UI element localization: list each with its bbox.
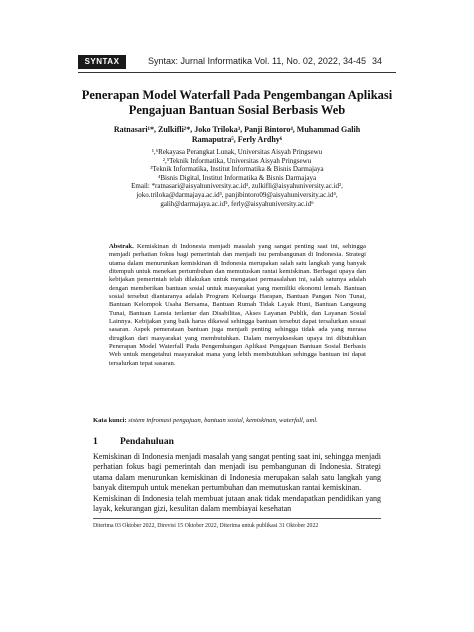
journal-logo: SYNTAX: [78, 55, 126, 69]
authors-line: Ramaputra⁵, Ferly Ardhy⁶: [191, 135, 283, 144]
title-line: Pengajuan Bantuan Sosial Berbasis Web: [128, 103, 346, 117]
abstract: [109, 243, 366, 368]
header-rule: [78, 72, 396, 73]
paper-title: [78, 88, 396, 118]
footnote-rule: [93, 518, 381, 519]
abstract-label: Abstrak.: [109, 243, 134, 250]
body-paragraph: Kemiskinan di Indonesia telah membuat jutaan anak tidak mendapatkan pendidikan yang layak, kekurangan gizi, kesulitan dalam membiayai kesehatan: [93, 494, 381, 514]
body-paragraph: Kemiskinan di Indonesia menjadi masalah yang sangat penting saat ini, sehingga menjadi perhatian fokus bagi pemerintah dan menjadi isu pembangunan di Indonesia. Strategi utama dalam menurunkan kemiskinan di Indonesia merupakan salah satu langkah yang banyak ditempuh untuk menekan pertumbuhan dan memutuskan rantai kemiskinan.: [93, 452, 381, 492]
author-list: [78, 125, 396, 145]
affiliation-line: ³Teknik Informatika, Institut Informatika & Bisnis Darmajaya: [150, 165, 324, 174]
title-line: Penerapan Model Waterfall Pada Pengembangan Aplikasi: [81, 88, 393, 102]
email-line: galih@darmajaya.ac.id⁵, ferly@aisyahuniversity.ac.id⁶: [160, 199, 314, 208]
journal-citation: Syntax: Jurnal Informatika Vol. 11, No. 02, 2022, 34-45: [148, 56, 366, 66]
email-line: joko.triloka@darmajaya.ac.id³, panjibintoro09@aisyahuniversity.ac.id⁴,: [136, 190, 338, 199]
section-heading: [93, 437, 174, 447]
keywords-text: sistem infromasi pengajuan, bantuan sosial, kemiskinan, waterfall, uml.: [128, 417, 318, 424]
section-number: 1: [93, 437, 98, 447]
keywords: [93, 417, 393, 425]
affiliation-line: ⁴Bisnis Digital, Institut Informatika & Bisnis Darmajaya: [157, 173, 317, 182]
email-line: Email: *ratnasari@aisyahuniversity.ac.id¹, zulkifli@aisyahuniversity.ac.id²,: [131, 182, 343, 191]
section-title: Pendahuluan: [120, 437, 174, 447]
authors-line: Ratnasari¹*, Zulkifli²*, Joko Triloka³, Panji Bintoro⁴, Muhammad Galih: [113, 125, 361, 134]
affiliation-line: ¹,⁶Rekayasa Perangkat Lunak, Universitas Aisyah Pringsewu: [151, 148, 323, 156]
affiliation-line: ²,⁵Teknik Informatika, Universitas Aisyah Pringsewu: [162, 156, 312, 165]
footnote: Diterima 03 Oktober 2022, Direvisi 15 Oktober 2022, Diterima untuk publikasi 31 Oktober 2022: [93, 523, 319, 529]
affiliations: [78, 148, 396, 208]
abstract-text: Kemiskinan di Indonesia menjadi masalah yang sangat penting saat ini, sehingga menjadi perhatian fokus bagi pemerintah dan menjadi isu pembangunan di Indonesia. Strategi utama dalam menurunkan kemiskinan di Indonesia merupakan salah satu langkah yang banyak ditempuh untuk menekan pertumbuhan dan memutuskan rantai kemiskinan. Berbagai upaya dan kebijakan pemerintah telah dilakukan untuk mengatasi permasalahan ini, salah satunya adalah dengan memberikan bantuan sosial untuk masyarakat yang memiliki ekonomi lemah. Bantuan sosial tersebut diantaranya adalah Program Keluarga Harapan, Bantuan Pangan Non Tunai, Bantuan Kelompok Usaha Bersama, Bantuan Rumah Tidak Layak Huni, Bantuan Langsung Tunai, Bantuan Lansia terlantar dan Disabilitas, Akses Layanan Publik, dan Layanan Sosial Lainnya. Kebijakan yang baik harus dikawal sehingga bantuan tersebut dapat tersalurkan sesuai sasaran. Aspek pemerataan bantuan juga menjadi penting sehingga tidak ada yang merasa dirugikan dari masyarakat yang membutuhkan. Dalam menyukseskan upaya ini dibutuhkan Penerapan Model Waterfall Pada Pengembangan Aplikasi Pengajuan Bantuan Sosial Berbasis Web untuk mengetahui masyarakat mana yang lebih membutuhkan sehingga bantuan ini dapat tersalurkan tepat sasaran.: [109, 243, 366, 367]
keywords-label: Kata kunci:: [93, 417, 127, 424]
page-number: 34: [372, 56, 383, 66]
